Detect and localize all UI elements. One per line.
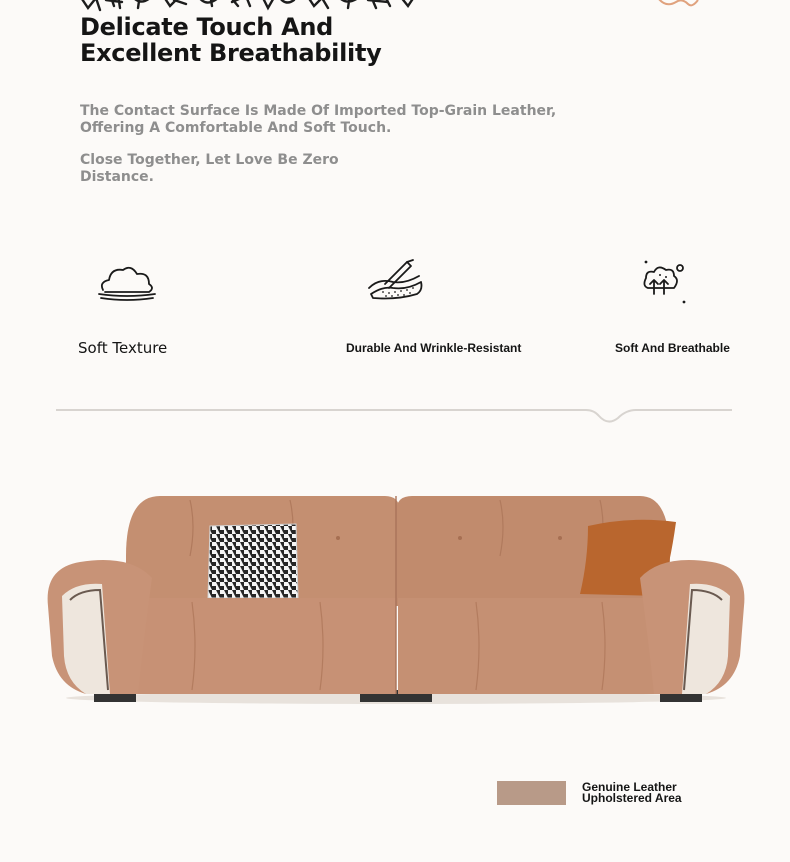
headline-line-1: Delicate Touch And (80, 13, 334, 41)
leather-color-swatch (497, 781, 566, 805)
legend-label (582, 782, 682, 804)
headline (80, 14, 381, 66)
feature-label-durable: Durable And Wrinkle-Resistant (346, 341, 522, 355)
cloud-icon (97, 264, 157, 304)
legend-line-2: Upholstered Area (582, 791, 682, 805)
section-divider (56, 404, 732, 428)
legend-line-1: Genuine Leather (582, 780, 677, 794)
description-paragraph-1: The Contact Surface Is Made Of Imported Top-Grain Leather, Offering A Comfortable And Soft Touch. (80, 103, 557, 136)
decorative-flourish (652, 0, 702, 10)
description-paragraph-2: Close Together, Let Love Be Zero Distance. (80, 152, 339, 185)
breathable-trees-icon (640, 258, 690, 308)
headline-line-2: Excellent Breathability (80, 39, 382, 67)
feature-label-breathable: Soft And Breathable (615, 341, 730, 355)
sofa-image (40, 486, 752, 706)
feather-pen-icon (367, 258, 425, 302)
feature-label-soft-texture: Soft Texture (78, 339, 168, 357)
